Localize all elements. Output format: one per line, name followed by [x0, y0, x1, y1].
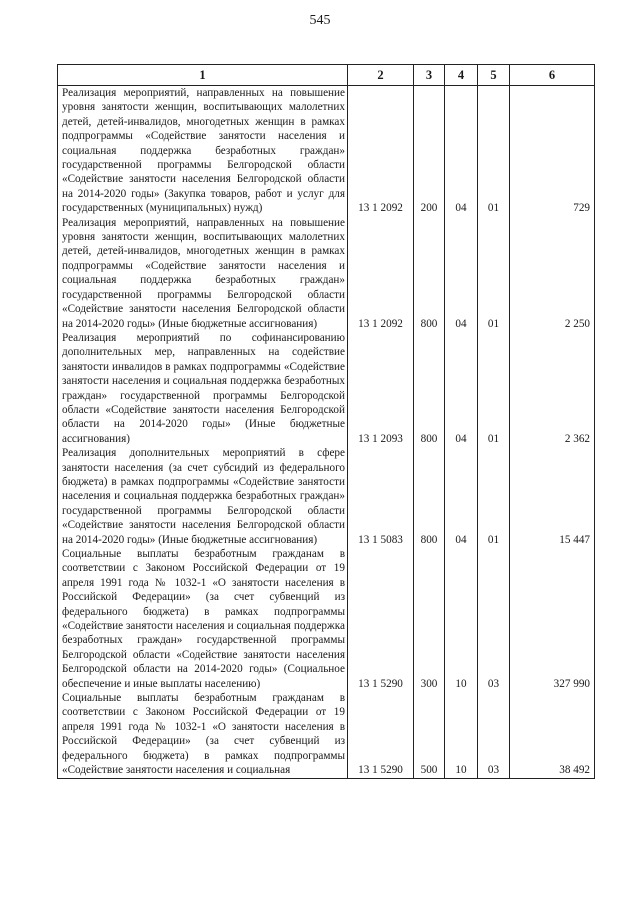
- row-amount: 327 990: [510, 547, 595, 691]
- table-row: [58, 86, 595, 216]
- row-target-code: 13 1 5083: [348, 446, 414, 547]
- table-row: [58, 446, 595, 547]
- row-subsection: 03: [478, 691, 510, 778]
- table-row: [58, 216, 595, 331]
- column-header-5: 5: [478, 65, 510, 86]
- row-section: 10: [445, 691, 478, 778]
- column-header-4: 4: [445, 65, 478, 86]
- row-target-code: 13 1 2092: [348, 86, 414, 216]
- row-subsection: 03: [478, 547, 510, 691]
- column-header-3: 3: [414, 65, 445, 86]
- row-expense-type: 500: [414, 691, 445, 778]
- table-row: [58, 691, 595, 778]
- row-amount: 2 250: [510, 216, 595, 331]
- table-row: [58, 547, 595, 691]
- table-header-row: [58, 65, 595, 86]
- row-section: 10: [445, 547, 478, 691]
- row-description: Социальные выплаты безработным гражданам в соответствии с Законом Российской Федерации от 19 апреля 1991 года № 1032-1 «О занятости населения в Российской Федерации» (за счет субвенций из федерального бюджета) в рамках подпрограммы «Содействие занятости населения и социальная поддержка безработных граждан» государственной программы Белгородской области «Содействие занятости населения Белгородской области на 2014-2020 годы» (Социальное обеспечение и иные выплаты населению): [58, 547, 348, 691]
- row-subsection: 01: [478, 331, 510, 446]
- row-target-code: 13 1 5290: [348, 691, 414, 778]
- row-subsection: 01: [478, 216, 510, 331]
- row-expense-type: 300: [414, 547, 445, 691]
- column-header-6: 6: [510, 65, 595, 86]
- page-number: 545: [309, 13, 331, 28]
- row-description: Реализация мероприятий по софинансированию дополнительных мер, направленных на содействие занятости инвалидов в рамках подпрограммы «Содействие занятости населения и социальная поддержка безработных граждан» государственной программы Белгородской области «Содействие занятости населения Белгородской области на 2014-2020 годы» (Иные бюджетные ассигнования): [58, 331, 348, 446]
- column-header-2: 2: [348, 65, 414, 86]
- row-section: 04: [445, 86, 478, 216]
- row-expense-type: 800: [414, 216, 445, 331]
- row-section: 04: [445, 331, 478, 446]
- row-description: Социальные выплаты безработным гражданам в соответствии с Законом Российской Федерации от 19 апреля 1991 года № 1032-1 «О занятости населения в Российской Федерации» (за счет субвенций из федерального бюджета) в рамках подпрограммы «Содействие занятости населения и социальная: [58, 691, 348, 778]
- row-expense-type: 800: [414, 331, 445, 446]
- row-expense-type: 200: [414, 86, 445, 216]
- row-amount: 2 362: [510, 331, 595, 446]
- row-amount: 38 492: [510, 691, 595, 778]
- row-subsection: 01: [478, 86, 510, 216]
- row-target-code: 13 1 2093: [348, 331, 414, 446]
- column-header-1: 1: [58, 65, 348, 86]
- row-target-code: 13 1 5290: [348, 547, 414, 691]
- row-section: 04: [445, 216, 478, 331]
- row-amount: 729: [510, 86, 595, 216]
- row-description: Реализация мероприятий, направленных на повышение уровня занятости женщин, воспитывающих малолетних детей, детей-инвалидов, многодетных женщин в рамках подпрограммы «Содействие занятости населения и социальная поддержка безработных граждан» государственной программы Белгородской области «Содействие занятости населения Белгородской области на 2014-2020 годы» (Иные бюджетные ассигнования): [58, 216, 348, 331]
- row-amount: 15 447: [510, 446, 595, 547]
- row-section: 04: [445, 446, 478, 547]
- table-row: [58, 331, 595, 446]
- row-description: Реализация мероприятий, направленных на повышение уровня занятости женщин, воспитывающих малолетних детей, детей-инвалидов, многодетных женщин в рамках подпрограммы «Содействие занятости населения и социальная поддержка безработных граждан» государственной программы Белгородской области «Содействие занятости населения Белгородской области на 2014-2020 годы» (Закупка товаров, работ и услуг для государственных (муниципальных) нужд): [58, 86, 348, 216]
- row-target-code: 13 1 2092: [348, 216, 414, 331]
- row-subsection: 01: [478, 446, 510, 547]
- row-description: Реализация дополнительных мероприятий в сфере занятости населения (за счет субсидий из федерального бюджета) в рамках подпрограммы «Содействие занятости населения и социальная поддержка безработных граждан» государственной программы Белгородской области «Содействие занятости населения Белгородской области на 2014-2020 годы» (Иные бюджетные ассигнования): [58, 446, 348, 547]
- budget-table: [57, 64, 595, 779]
- row-expense-type: 800: [414, 446, 445, 547]
